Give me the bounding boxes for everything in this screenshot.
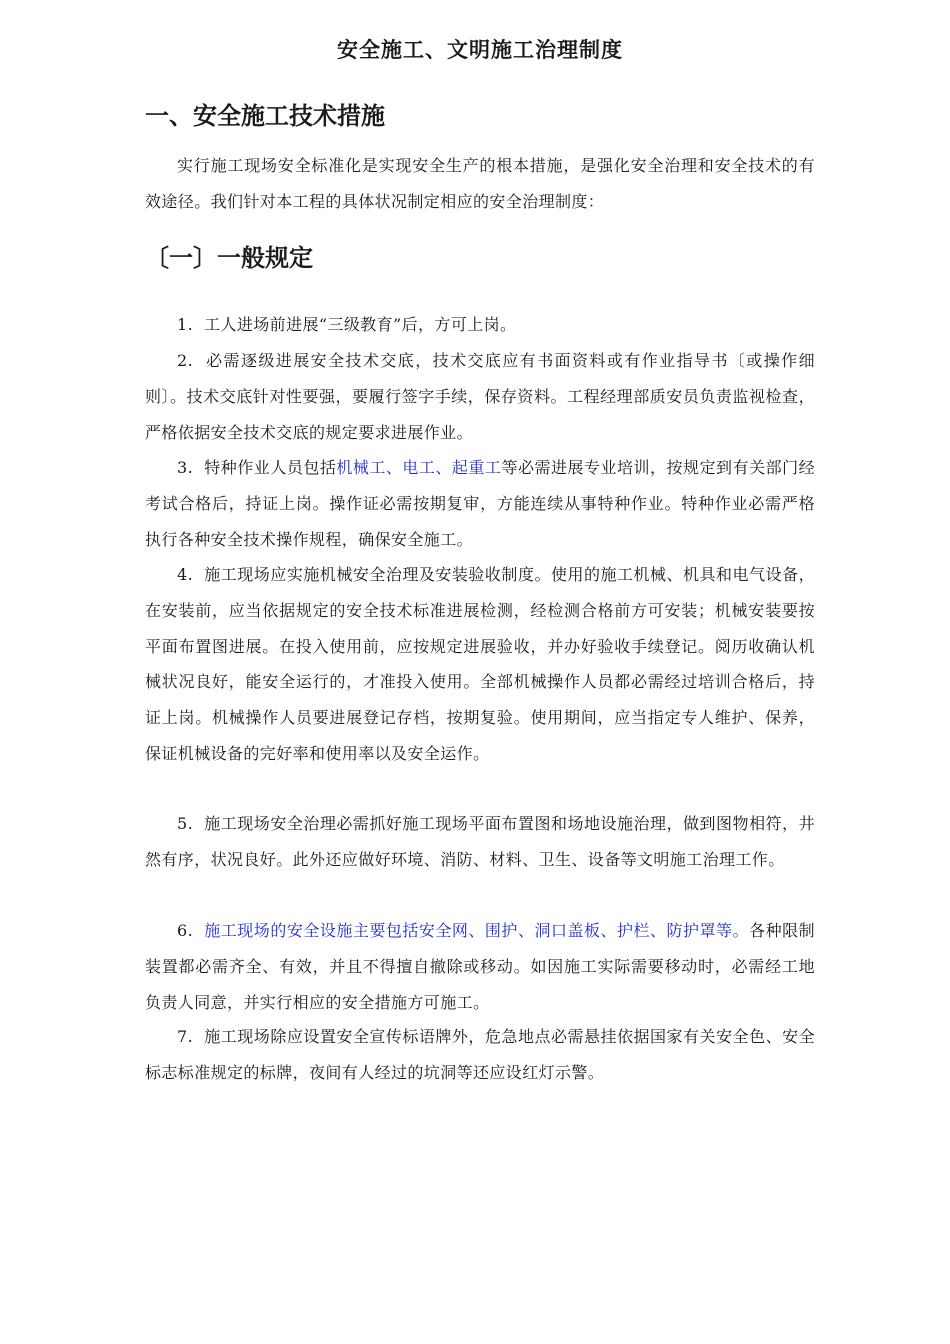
document-title: 安全施工、文明施工治理制度 bbox=[337, 38, 623, 62]
list-item bbox=[145, 1019, 815, 1091]
section-heading: 一、安全施工技术措施 bbox=[145, 102, 385, 130]
list-item bbox=[145, 557, 815, 772]
item-number: 4. bbox=[177, 565, 194, 584]
item-text: 工人进场前进展“三级教育”后，方可上岗。 bbox=[204, 315, 517, 334]
item-text: 施工现场除应设置安全宣传标语牌外，危急地点必需悬挂依据国家有关安全色、安全标志标准规定的标牌，夜间有人经过的坑洞等还应设红灯示警。 bbox=[145, 1027, 815, 1082]
list-item bbox=[145, 307, 815, 343]
item-number: 5. bbox=[177, 814, 194, 833]
item-text: 必需逐级进展安全技术交底，技术交底应有书面资料或有作业指导书〔或操作细则〕。技术交底针对性要强，要履行签字手续，保存资料。工程经理部质安员负责监视检查，严格依据安全技术交底的规定要求进展作业。 bbox=[145, 351, 815, 442]
item-text: 特种作业人员包括 bbox=[204, 458, 337, 477]
intro-paragraph: 实行施工现场安全标准化是实现安全生产的根本措施，是强化安全治理和安全技术的有效途径。我们针对本工程的具体状况制定相应的安全治理制度： bbox=[145, 156, 815, 211]
subsection-heading: 〔一〕一般规定 bbox=[145, 244, 313, 272]
item-number: 6. bbox=[177, 921, 194, 940]
list-item bbox=[145, 913, 815, 1020]
highlighted-text: 机械工、电工、起重工 bbox=[336, 458, 502, 477]
list-item bbox=[145, 450, 815, 557]
item-number: 2. bbox=[177, 351, 194, 370]
list-item bbox=[145, 806, 815, 878]
item-text: 施工现场应实施机械安全治理及安装验收制度。使用的施工机械、机具和电气设备，在安装前，应当依据规定的安全技术标准进展检测，经检测合格前方可安装；机械安装要按平面布置图进展。在投入使用前，应按规定进展验收，并办好验收手续登记。阅历收确认机械状况良好，能安全运行的，才准投入使用。全部机械操作人员都必需经过培训合格后，持证上岗。机械操作人员要进展登记存档，按期复验。使用期间，应当指定专人维护、保养，保证机械设备的完好率和使用率以及安全运作。 bbox=[145, 565, 815, 763]
list-item bbox=[145, 343, 815, 450]
highlighted-text: 施工现场的安全设施主要包括安全网、围护、洞口盖板、护栏、防护罩等。 bbox=[204, 921, 750, 940]
item-number: 7. bbox=[177, 1027, 194, 1046]
item-text: 施工现场安全治理必需抓好施工现场平面布置图和场地设施治理，做到图物相符，井然有序，状况良好。此外还应做好环境、消防、材料、卫生、设备等文明施工治理工作。 bbox=[145, 814, 815, 869]
item-number: 3. bbox=[177, 458, 194, 477]
item-number: 1. bbox=[177, 315, 194, 334]
item-text: 等必需进展专业培训，按规定到有关部门经考试合格后，持证上岗。操作证必需按期复审，方能连续从事特种作业。特种作业必需严格执行各种安全技术操作规程，确保安全施工。 bbox=[145, 458, 816, 549]
item-text: 各种限制装置都必需齐全、有效，并且不得擅自撤除或移动。如因施工实际需要移动时，必需经工地负责人同意，并实行相应的安全措施方可施工。 bbox=[145, 921, 816, 1012]
